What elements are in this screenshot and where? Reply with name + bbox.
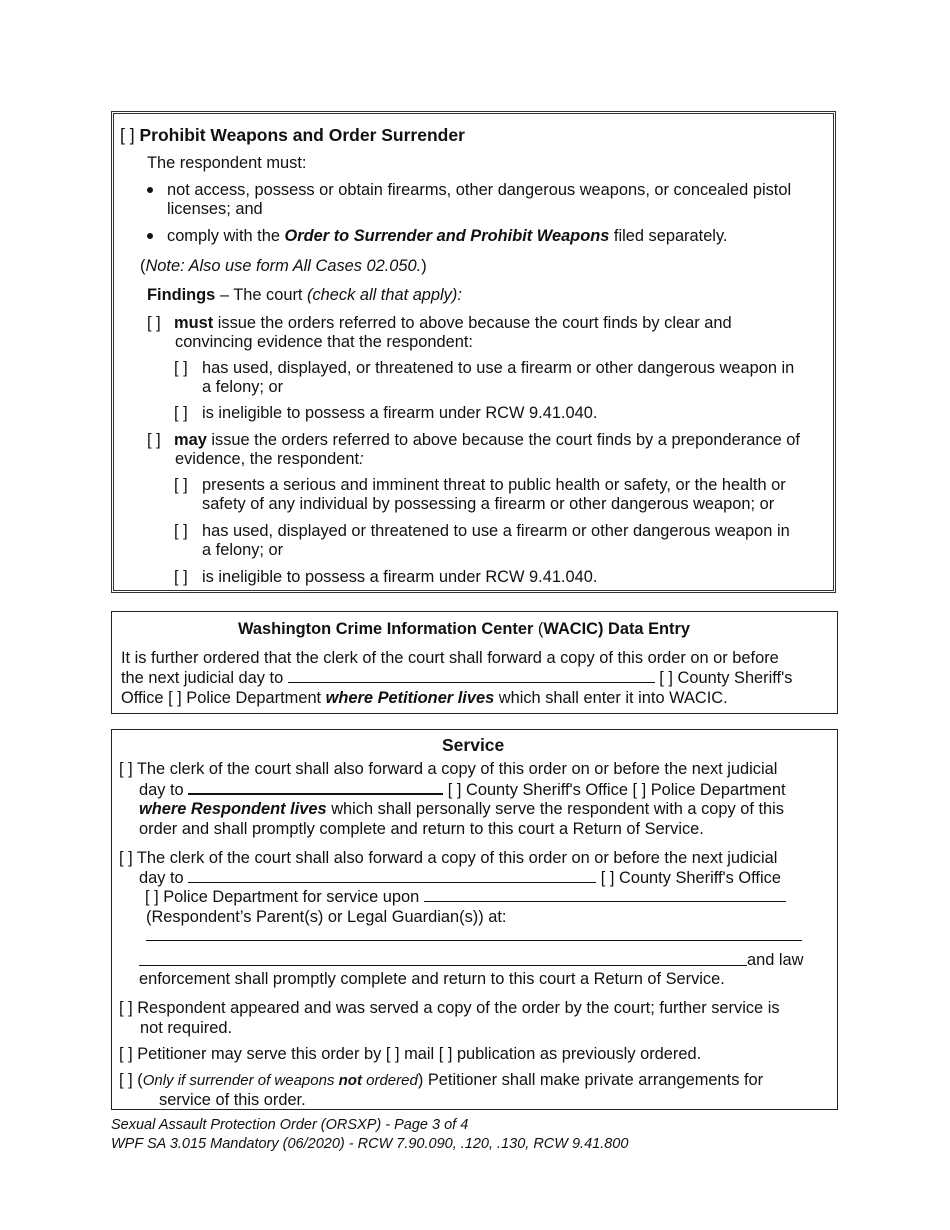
weapons-title-line xyxy=(120,125,465,145)
service-p1-line1: [ ] The clerk of the court shall also forward a copy of this order on or before the next judicial xyxy=(119,760,778,778)
must-a-line1: has used, displayed, or threatened to use a firearm or other dangerous weapon in xyxy=(202,359,795,377)
may-checkbox[interactable]: [ ] xyxy=(147,431,161,449)
service-p2-line2-pre: day to xyxy=(139,869,189,887)
service-title: Service xyxy=(442,735,505,755)
service-p1-date-field[interactable] xyxy=(188,779,443,795)
may-text: issue the orders referred to above because the court finds by a preponderance of xyxy=(206,431,800,449)
may-line2 xyxy=(175,449,364,469)
must-line1 xyxy=(174,313,732,333)
may-line2-colon: : xyxy=(359,450,364,468)
service-p5-post: ) Petitioner shall make private arrangements for xyxy=(417,1071,764,1089)
wacic-line2-post: [ ] County Sheriff's xyxy=(654,669,793,687)
must-text: issue the orders referred to above because the court finds by clear and xyxy=(213,314,732,332)
wacic-title-a: Washington Crime Information Center xyxy=(238,620,538,638)
findings-dash: – The court xyxy=(215,286,308,304)
may-b-line2: a felony; or xyxy=(202,541,284,559)
service-p5-italic: Only if surrender of weapons xyxy=(142,1072,339,1089)
wacic-title-paren: ( xyxy=(537,620,544,638)
wacic-line3 xyxy=(121,688,728,708)
may-a-line2: safety of any individual by possessing a firearm or other dangerous weapon; or xyxy=(202,495,775,513)
weapons-intro: The respondent must: xyxy=(147,154,307,172)
service-p5-pre: [ ] ( xyxy=(119,1071,143,1089)
service-p2-line3 xyxy=(145,887,786,907)
note-line xyxy=(140,256,427,276)
may-a-checkbox[interactable]: [ ] xyxy=(174,476,188,494)
service-p3-line2: not required. xyxy=(140,1019,233,1037)
bullet1-line1: not access, possess or obtain firearms, other dangerous weapons, or concealed pistol xyxy=(167,181,792,199)
service-p2-address-field-2[interactable] xyxy=(139,965,747,966)
may-line2-text: evidence, the respondent xyxy=(175,450,360,468)
may-label: may xyxy=(174,431,207,449)
may-c-line1: is ineligible to possess a firearm under RCW 9.41.040. xyxy=(202,568,598,586)
must-checkbox[interactable]: [ ] xyxy=(147,314,161,332)
footer-line1: Sexual Assault Protection Order (ORSXP) - Page 3 of 4 xyxy=(111,1117,469,1133)
service-p1-line2-pre: day to xyxy=(139,781,189,799)
must-b-checkbox[interactable]: [ ] xyxy=(174,404,188,422)
bullet2-pre: comply with the xyxy=(167,227,285,245)
note-text: Note: Also use form All Cases 02.050. xyxy=(145,257,422,275)
must-b-line1: is ineligible to possess a firearm under RCW 9.41.040. xyxy=(202,404,598,422)
service-p1-line2 xyxy=(139,779,786,800)
bullet1-line2: licenses; and xyxy=(167,200,263,218)
wacic-line3-bold: where Petitioner lives xyxy=(325,689,495,707)
weapons-checkbox[interactable]: [ ] xyxy=(120,125,135,145)
wacic-line1: It is further ordered that the clerk of the court shall forward a copy of this order on or before xyxy=(121,649,779,667)
service-p5-line2: service of this order. xyxy=(159,1091,306,1109)
service-p5-not: not xyxy=(338,1072,362,1089)
service-p5-line1 xyxy=(119,1070,763,1091)
service-p2-line7: enforcement shall promptly complete and return to this court a Return of Service. xyxy=(139,970,725,988)
service-p2-line1: [ ] The clerk of the court shall also forward a copy of this order on or before the next judicial xyxy=(119,849,778,867)
findings-instruction: (check all that apply): xyxy=(307,286,462,304)
must-label: must xyxy=(174,314,214,332)
service-p5-italic2: ordered xyxy=(361,1072,418,1089)
must-a-checkbox[interactable]: [ ] xyxy=(174,359,188,377)
service-p2-date-field[interactable] xyxy=(188,868,596,883)
must-line2: convincing evidence that the respondent: xyxy=(175,333,473,351)
findings-label: Findings xyxy=(147,286,216,304)
note-open: ( xyxy=(140,257,146,275)
service-p4-line1: [ ] Petitioner may serve this order by [ ] mail [ ] publication as previously ordered. xyxy=(119,1045,702,1063)
service-p2-line6-post: and law xyxy=(747,951,804,969)
footer-line2: WPF SA 3.015 Mandatory (06/2020) - RCW 7.90.090, .120, .130, RCW 9.41.800 xyxy=(111,1136,629,1152)
wacic-line3-pre: Office [ ] Police Department xyxy=(121,689,326,707)
wacic-line2-pre: the next judicial day to xyxy=(121,669,288,687)
service-p2-line3-pre: [ ] Police Department for service upon xyxy=(145,888,424,906)
bullet2-post: filed separately. xyxy=(609,227,728,245)
wacic-title xyxy=(238,619,690,639)
service-p2-guardian-field[interactable] xyxy=(424,887,786,902)
may-line1 xyxy=(174,430,800,450)
service-p2-line2-post: [ ] County Sheriff's Office xyxy=(596,869,781,887)
note-close: ) xyxy=(421,257,427,275)
service-p1-line3 xyxy=(139,799,784,819)
service-p2-line2 xyxy=(139,868,781,888)
service-p1-line2-post: [ ] County Sheriff's Office [ ] Police Department xyxy=(443,781,786,799)
weapons-title: Prohibit Weapons and Order Surrender xyxy=(139,125,465,145)
bullet2 xyxy=(167,226,727,246)
bullet-icon xyxy=(147,187,153,193)
may-b-line1: has used, displayed or threatened to use a firearm or other dangerous weapon in xyxy=(202,522,790,540)
service-p3-line1: [ ] Respondent appeared and was served a copy of the order by the court; further service is xyxy=(119,999,780,1017)
may-a-line1: presents a serious and imminent threat to public health or safety, or the health or xyxy=(202,476,786,494)
may-b-checkbox[interactable]: [ ] xyxy=(174,522,188,540)
wacic-line3-post: which shall enter it into WACIC. xyxy=(494,689,728,707)
service-p2-address-field-1[interactable] xyxy=(146,940,802,941)
service-p1-line3-bold: where Respondent lives xyxy=(139,800,327,818)
must-a-line2: a felony; or xyxy=(202,378,284,396)
findings-line xyxy=(147,285,462,305)
service-p2-line4: (Respondent’s Parent(s) or Legal Guardian(s)) at: xyxy=(146,908,507,926)
may-c-checkbox[interactable]: [ ] xyxy=(174,568,188,586)
service-p1-line4: order and shall promptly complete and return to this court a Return of Service. xyxy=(139,820,704,838)
bullet2-bold: Order to Surrender and Prohibit Weapons xyxy=(284,227,610,245)
service-p1-line3-post: which shall personally serve the respondent with a copy of this xyxy=(326,800,785,818)
wacic-title-c: WACIC) Data Entry xyxy=(543,620,690,638)
bullet-icon xyxy=(147,233,153,239)
wacic-date-field[interactable] xyxy=(288,668,655,683)
wacic-line2 xyxy=(121,668,792,688)
